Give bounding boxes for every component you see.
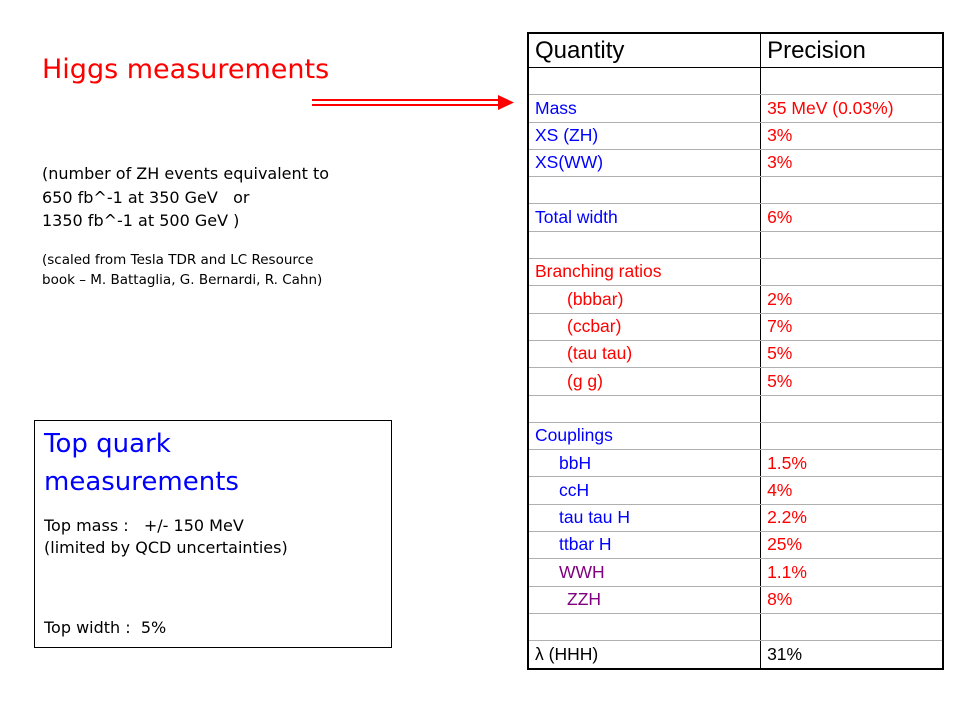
table-row (528, 122, 943, 149)
quantity-cell (528, 259, 761, 286)
precision-cell (761, 313, 943, 340)
table-row (528, 504, 943, 531)
quantity-cell (528, 586, 761, 613)
precision-value: 35 MeV (0.03%) (767, 97, 894, 118)
quantity-cell (528, 122, 761, 149)
precision-cell (761, 340, 943, 367)
header-precision: Precision (761, 33, 943, 68)
table-row (528, 586, 943, 613)
precision-cell (761, 559, 943, 586)
precision-value: 8% (767, 589, 793, 610)
precision-value: 6% (767, 206, 793, 227)
quantity-label: XS(WW) (535, 152, 604, 173)
arrow-icon (312, 92, 517, 114)
quantity-cell (528, 477, 761, 504)
table-row (528, 313, 943, 340)
quantity-label: XS (ZH) (535, 124, 599, 145)
precision-value: 31% (767, 643, 803, 664)
precision-table (527, 32, 944, 670)
precision-value: 25% (767, 534, 803, 555)
quantity-label: (g g) (567, 370, 603, 391)
quantity-cell (528, 340, 761, 367)
table-header-row (528, 33, 943, 68)
quantity-cell (528, 149, 761, 176)
table-row (528, 395, 943, 422)
quantity-cell (528, 395, 761, 422)
quantity-cell (528, 504, 761, 531)
quantity-label: Couplings (535, 425, 613, 446)
precision-cell (761, 395, 943, 422)
precision-cell (761, 231, 943, 258)
top-quark-box (34, 420, 392, 648)
source-note: (scaled from Tesla TDR and LC Resource book – M. Battaglia, G. Bernardi, R. Cahn) (42, 252, 323, 288)
quantity-label: (ccbar) (567, 316, 622, 337)
precision-cell (761, 586, 943, 613)
precision-value: 2.2% (767, 507, 807, 528)
zh-events-note: (number of ZH events equivalent to 650 fb^-1 at 350 GeV or 1350 fb^-1 at 500 GeV ) (42, 164, 330, 230)
precision-cell (761, 286, 943, 313)
table-row (528, 450, 943, 477)
precision-cell (761, 204, 943, 231)
table-row (528, 368, 943, 395)
table-row (528, 532, 943, 559)
precision-value: 1.5% (767, 452, 807, 473)
quantity-cell (528, 422, 761, 449)
precision-cell (761, 641, 943, 669)
table-row (528, 95, 943, 122)
precision-cell (761, 95, 943, 122)
quantity-label: WWH (559, 561, 605, 582)
precision-cell (761, 122, 943, 149)
top-mass-text: Top mass : +/- 150 MeV (limited by QCD uncertainties) (44, 516, 288, 557)
table-row (528, 177, 943, 204)
precision-value: 1.1% (767, 561, 807, 582)
precision-value: 3% (767, 124, 793, 145)
quantity-label: ccH (559, 479, 590, 500)
precision-value: 2% (767, 288, 793, 309)
precision-value: 4% (767, 479, 793, 500)
precision-cell (761, 450, 943, 477)
table-row (528, 613, 943, 640)
table-row (528, 259, 943, 286)
table-row (528, 477, 943, 504)
quantity-cell (528, 204, 761, 231)
page-title: Higgs measurements (42, 54, 330, 85)
precision-cell (761, 532, 943, 559)
top-width-text: Top width : 5% (44, 618, 167, 637)
precision-value: 3% (767, 152, 793, 173)
quantity-label: (bbbar) (567, 288, 624, 309)
precision-cell (761, 504, 943, 531)
quantity-cell (528, 313, 761, 340)
table-row (528, 641, 943, 669)
table-row (528, 204, 943, 231)
quantity-cell (528, 68, 761, 95)
table-row (528, 286, 943, 313)
quantity-label: tau tau H (559, 507, 631, 528)
precision-cell (761, 477, 943, 504)
quantity-cell (528, 613, 761, 640)
precision-value: 7% (767, 316, 793, 337)
precision-value: 5% (767, 343, 793, 364)
precision-value: 5% (767, 370, 793, 391)
quantity-label: ZZH (567, 589, 602, 610)
precision-cell (761, 259, 943, 286)
precision-cell (761, 613, 943, 640)
table-row (528, 149, 943, 176)
quantity-cell (528, 641, 761, 669)
table-row (528, 68, 943, 95)
quantity-label: Total width (535, 206, 618, 227)
precision-cell (761, 68, 943, 95)
quantity-label: Mass (535, 97, 577, 118)
quantity-label: λ (HHH) (535, 643, 599, 664)
table-row (528, 559, 943, 586)
precision-cell (761, 149, 943, 176)
quantity-label: (tau tau) (567, 343, 633, 364)
quantity-cell (528, 559, 761, 586)
quantity-label: ttbar H (559, 534, 612, 555)
quantity-cell (528, 177, 761, 204)
table-row (528, 231, 943, 258)
quantity-label: Branching ratios (535, 261, 662, 282)
quantity-label: bbH (559, 452, 592, 473)
top-quark-title: Top quark measurements (44, 429, 239, 497)
precision-cell (761, 368, 943, 395)
precision-cell (761, 422, 943, 449)
table-row (528, 340, 943, 367)
header-quantity: Quantity (528, 33, 761, 68)
quantity-cell (528, 368, 761, 395)
quantity-cell (528, 286, 761, 313)
quantity-cell (528, 95, 761, 122)
quantity-cell (528, 532, 761, 559)
table-row (528, 422, 943, 449)
quantity-cell (528, 450, 761, 477)
quantity-cell (528, 231, 761, 258)
precision-cell (761, 177, 943, 204)
